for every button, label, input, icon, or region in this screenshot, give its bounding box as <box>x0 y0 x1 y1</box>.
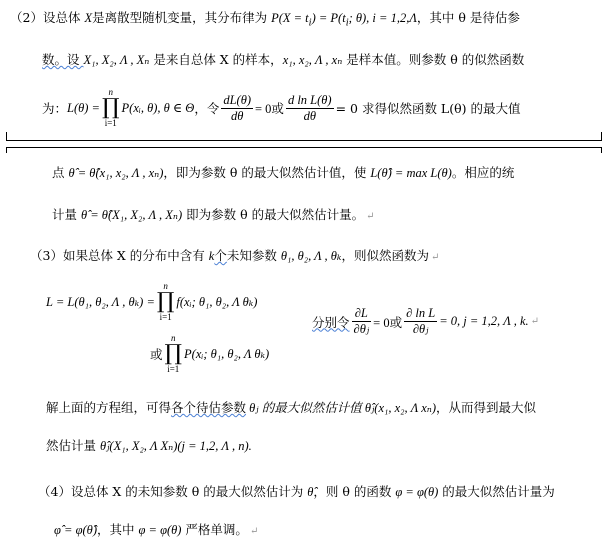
phi-function: φ = φ(θ) <box>395 485 439 499</box>
or-text: 或 <box>150 347 163 362</box>
log-derivative-fraction: $\frac{\text{d ln L(θ)}}{d\theta}$ <box>287 92 332 123</box>
ling-text: ，令 <box>194 101 220 116</box>
multi-estimator: θ̂ⱼ(X₁, X₂, Λ Xₙ)(j = 1,2, Λ , n). <box>99 439 252 453</box>
s2-text: 是离散型随机变量，其分布律为 <box>92 10 272 25</box>
paragraph-mark-4: ↵ <box>249 526 259 537</box>
s2b-line5-text1: 计量 <box>52 207 81 222</box>
partial-fraction-1: $\frac{\partial L}{\text{∂θⱼ}}$ <box>353 306 370 336</box>
partial-fraction-2: $\frac{\text{∂ ln L}}{\text{∂θⱼ}}$ <box>406 306 436 336</box>
var-k: k <box>208 249 215 263</box>
s2b-line5-text2: 即为参数 θ 的最大似然估计量。 <box>182 207 365 222</box>
var-X: X <box>84 11 93 25</box>
s3-estimator-line <box>46 436 252 454</box>
s2b-line4 <box>52 163 514 181</box>
theta-hat: θ̂ <box>307 485 314 499</box>
s2-line2-text1: 数。设 <box>42 52 84 67</box>
s3-formula-line <box>46 282 257 322</box>
s3-partial-line <box>312 306 539 337</box>
partial-tail: = 0, j = 1,2, Λ , k. <box>439 314 529 328</box>
estimate-value: θ̂ = θ̂(x₁, x₂, Λ , xₙ) <box>68 166 164 180</box>
product-operator-3: n ∏ i=1 <box>164 333 183 374</box>
s2-line2 <box>42 50 524 68</box>
s3-line1-text1: （3）如果总体 X 的分布中含有 <box>30 248 209 263</box>
divider-upper <box>6 140 602 141</box>
max-likelihood: L(θ̂) = max L(θ) <box>370 166 452 180</box>
s3-line1-text3: ，则似然函数为 <box>341 248 430 263</box>
s4-line1-text3: 的最大似然估计量为 <box>438 484 555 499</box>
divider-tick-right <box>601 132 602 140</box>
s2-line3-tail: = 0 求得似然函数 L(θ) 的最大值 <box>335 101 521 116</box>
s2-suffix: ，其中 θ 是待估参 <box>416 10 520 25</box>
phi-hat: φ̂ = φ(θ̂) <box>54 523 97 537</box>
s4-line2 <box>54 520 258 538</box>
divider-tick-left <box>6 132 7 140</box>
solve-text3: ，从而得到最大似 <box>435 400 536 415</box>
multi-likelihood: L = L(θ₁, θ₂, Λ , θₖ) = <box>46 295 155 309</box>
likelihood-L: L(θ) = <box>67 100 100 115</box>
eq-zero-or: = 0或 <box>255 102 284 116</box>
product-body: P(xᵢ, θ), θ ∈ Θ <box>121 101 195 115</box>
s2b-line5 <box>52 205 374 223</box>
paragraph-mark: ↵ <box>366 211 375 222</box>
s3-or-line <box>150 334 269 374</box>
s3-solve-line <box>46 398 536 416</box>
s3-ge: 个 <box>214 248 227 263</box>
solve-each: 各个待估参数 <box>171 400 247 415</box>
paragraph-mark-3: ↵ <box>530 316 540 327</box>
s2-line3 <box>42 88 520 128</box>
s2b-line4-text3: 。相应的统 <box>451 165 515 180</box>
est-text1: 然估计量 <box>46 438 100 453</box>
s4-line1 <box>38 482 555 500</box>
solve-estimate: θ̂ⱼ(x₁, x₂, Λ xₙ) <box>364 401 436 415</box>
phi-function-2: φ = φ(θ) <box>138 523 182 537</box>
s3-line1-text2: 未知参数 <box>226 248 281 263</box>
s4-line1-text1: （4）设总体 X 的未知参数 θ 的最大似然估计为 <box>38 484 308 499</box>
distribution-formula: $P(X = t_i) = P(t_i$; θ), i = 1,2,Λ <box>271 11 417 29</box>
s4-line2-text2: 严格单调。 <box>181 522 248 537</box>
solve-text2: θⱼ 的最大似然估计值 <box>246 401 365 415</box>
product-operator-2: n ∏ i=1 <box>156 281 175 322</box>
s2-prefix: （2）设总体 <box>10 10 85 25</box>
s2-line2-text2: 是来自总体 X 的样本， <box>149 52 283 67</box>
sample-values: x₁, x₂, Λ , xₙ <box>282 53 343 67</box>
s2b-line4-text2: ，即为参数 θ 的最大似然估计值，使 <box>163 165 371 180</box>
divider-lower <box>6 147 602 148</box>
divider-tick-lower-left <box>6 147 7 153</box>
sample-vars: X₁, X₂, Λ , Xₙ <box>83 53 150 67</box>
s2-line2-text3: 是样本值。则参数 θ 的似然函数 <box>342 52 525 67</box>
derivative-fraction: $\frac{dL(\theta)}{d\theta}$ <box>223 92 251 123</box>
s2-line3-lead: 为： <box>42 101 68 116</box>
s4-line2-text1: ，其中 <box>96 522 139 537</box>
s3-line1 <box>30 246 439 264</box>
divider-tick-lower-right <box>601 147 602 153</box>
product-body-2: f(xᵢ; θ₁, θ₂, Λ θₖ) <box>176 295 258 309</box>
s2-line1 <box>10 8 520 29</box>
product-operator: n ∏ i=1 <box>102 87 120 128</box>
estimator: θ̂ = θ̂(X₁, X₂, Λ , Xₙ) <box>80 208 183 222</box>
solve-text1: 解上面的方程组，可得 <box>46 400 172 415</box>
fenbie-text: 分别令 <box>312 314 350 330</box>
s2b-line4-text1: 点 <box>52 165 69 180</box>
s4-line1-text2: ，则 θ 的函数 <box>313 484 396 499</box>
params: θ₁, θ₂, Λ , θₖ <box>280 249 342 263</box>
eq-zero-or-2: = 0或 <box>373 315 403 330</box>
product-body-3: P(xᵢ; θ₁, θ₂, Λ θₖ) <box>184 347 270 361</box>
paragraph-mark-2: ↵ <box>431 252 440 263</box>
